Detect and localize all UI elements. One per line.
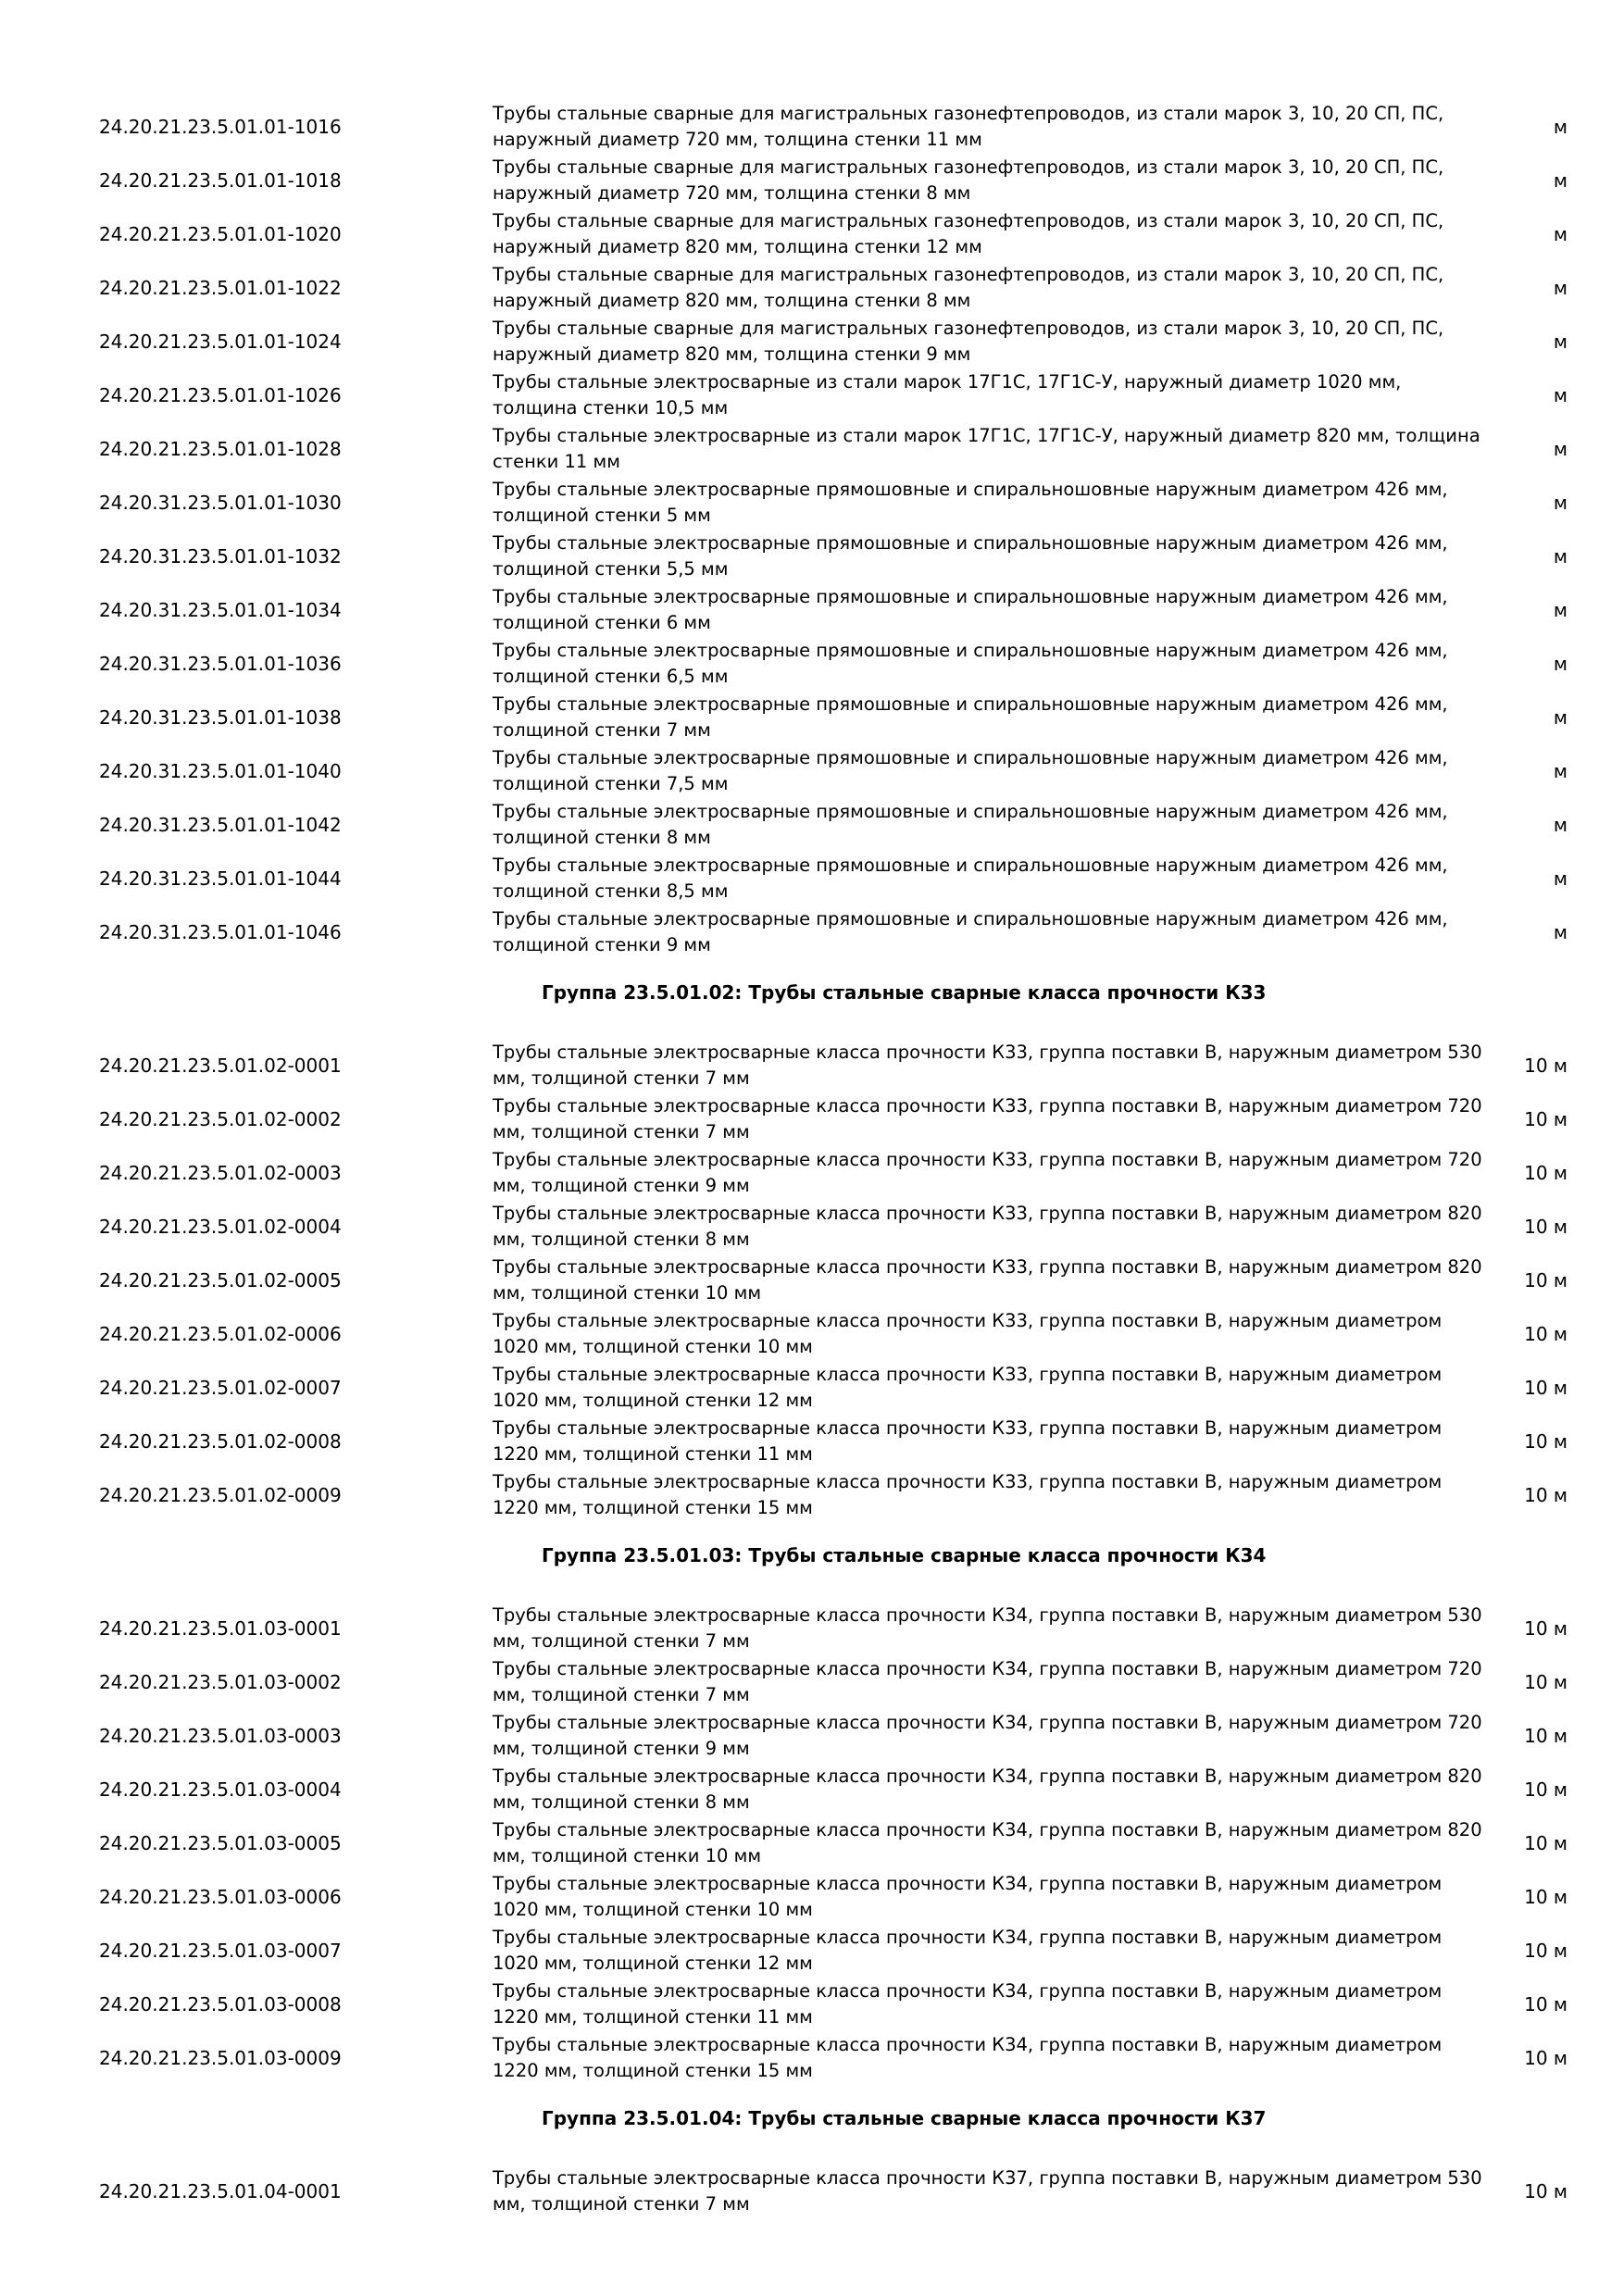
row-unit: м [1553, 867, 1568, 890]
row-unit: м [1553, 277, 1568, 299]
description-line: толщиной стенки 8 мм [493, 827, 711, 848]
row-code: 24.20.21.23.5.01.03-0008 [99, 1993, 342, 2015]
row-description [493, 1763, 1482, 1816]
row-code: 24.20.21.23.5.01.03-0007 [99, 1940, 342, 1962]
row-code: 24.20.21.23.5.01.02-0002 [99, 1108, 342, 1130]
row-unit: м [1553, 438, 1568, 460]
table-row [0, 2031, 1624, 2085]
description-line: толщиной стенки 6 мм [493, 612, 711, 633]
description-line: Трубы стальные электросварные из стали марок 17Г1С, 17Г1С-У, наружный диаметр 1020 мм, [493, 371, 1402, 393]
table-row [0, 1200, 1624, 1254]
row-unit: м [1553, 814, 1568, 836]
description-line: Трубы стальные сварные для магистральных газонефтепроводов, из стали марок 3, 10, 20 СП, ПС, [493, 156, 1444, 178]
row-unit: 10 м [1524, 1323, 1568, 1345]
row-unit: м [1553, 492, 1568, 514]
group-heading: Группа 23.5.01.02: Трубы стальные сварные класса прочности К33 [542, 981, 1267, 1004]
group-heading: Группа 23.5.01.04: Трубы стальные сварные класса прочности К37 [542, 2107, 1267, 2129]
row-description [493, 1978, 1465, 2031]
row-code: 24.20.21.23.5.01.03-0005 [99, 1832, 342, 1854]
description-line: наружный диаметр 720 мм, толщина стенки 11 мм [493, 129, 982, 150]
description-line: 1020 мм, толщиной стенки 12 мм [493, 1953, 813, 1974]
row-code: 24.20.21.23.5.01.03-0006 [99, 1886, 342, 1908]
description-line: Трубы стальные электросварные класса прочности К33, группа поставки В, наружным диаметром 720 [493, 1149, 1482, 1170]
row-unit: 10 м [1524, 1832, 1568, 1854]
row-unit: 10 м [1524, 1993, 1568, 2015]
row-code: 24.20.31.23.5.01.01-1044 [99, 867, 342, 890]
row-code: 24.20.31.23.5.01.01-1030 [99, 492, 342, 514]
row-description [493, 798, 1465, 852]
row-code: 24.20.31.23.5.01.01-1046 [99, 921, 342, 943]
description-line: мм, толщиной стенки 7 мм [493, 1684, 750, 1705]
row-unit: 10 м [1524, 1054, 1568, 1077]
row-description [493, 583, 1465, 637]
table-row [0, 691, 1624, 744]
row-unit: м [1553, 760, 1568, 782]
row-code: 24.20.21.23.5.01.01-1028 [99, 438, 342, 460]
description-line: Трубы стальные электросварные класса прочности К34, группа поставки В, наружным диаметром [493, 1980, 1443, 2002]
description-line: толщиной стенки 6,5 мм [493, 666, 729, 687]
row-code: 24.20.21.23.5.01.02-0006 [99, 1323, 342, 1345]
row-unit: 10 м [1524, 1484, 1568, 1506]
table-row [0, 1146, 1624, 1200]
row-description [493, 1709, 1482, 1763]
description-line: Трубы стальные электросварные прямошовные и спиральношовные наружным диаметром 426 мм, [493, 855, 1448, 876]
table-row [0, 637, 1624, 691]
table-row [0, 100, 1624, 154]
row-unit: м [1553, 921, 1568, 943]
row-description [493, 530, 1465, 583]
row-description [493, 1254, 1482, 1307]
description-line: мм, толщиной стенки 8 мм [493, 1791, 750, 1813]
row-description [493, 476, 1465, 530]
description-line: Трубы стальные электросварные класса прочности К33, группа поставки В, наружным диаметром 820 [493, 1203, 1482, 1224]
row-unit: м [1553, 116, 1568, 138]
description-line: Трубы стальные электросварные прямошовные и спиральношовные наружным диаметром 426 мм, [493, 801, 1448, 822]
row-code: 24.20.21.23.5.01.03-0004 [99, 1778, 342, 1801]
description-line: Трубы стальные сварные для магистральных газонефтепроводов, из стали марок 3, 10, 20 СП, ПС, [493, 103, 1444, 124]
row-code: 24.20.21.23.5.01.02-0005 [99, 1269, 342, 1292]
table-row [0, 261, 1624, 315]
table-row [0, 905, 1624, 959]
description-line: Трубы стальные электросварные прямошовные и спиральношовные наружным диаметром 426 мм, [493, 693, 1448, 715]
description-line: Трубы стальные электросварные класса прочности К34, группа поставки В, наружным диаметром 820 [493, 1819, 1482, 1841]
row-unit: 10 м [1524, 1886, 1568, 1908]
description-line: Трубы стальные электросварные класса прочности К34, группа поставки В, наружным диаметром [493, 1873, 1443, 1894]
description-line: Трубы стальные электросварные класса прочности К34, группа поставки В, наружным диаметром [493, 1927, 1443, 1948]
description-line: стенки 11 мм [493, 451, 620, 472]
description-line: Трубы стальные электросварные класса прочности К37, группа поставки В, наружным диаметром 530 [493, 2167, 1482, 2189]
table-row [0, 1039, 1624, 1092]
row-description [493, 691, 1465, 744]
description-line: наружный диаметр 820 мм, толщина стенки 8 мм [493, 290, 971, 311]
row-code: 24.20.21.23.5.01.03-0002 [99, 1671, 342, 1693]
row-description [493, 154, 1465, 207]
table-row [0, 1655, 1624, 1709]
row-unit: 10 м [1524, 1377, 1568, 1399]
row-description [493, 1415, 1465, 1468]
row-code: 24.20.21.23.5.01.03-0001 [99, 1617, 342, 1640]
table-row [0, 1709, 1624, 1763]
row-unit: 10 м [1524, 1430, 1568, 1453]
row-unit: 10 м [1524, 1162, 1568, 1184]
row-code: 24.20.21.23.5.01.02-0007 [99, 1377, 342, 1399]
row-code: 24.20.21.23.5.01.03-0009 [99, 2047, 342, 2069]
table-row [0, 1415, 1624, 1468]
description-line: толщиной стенки 7 мм [493, 719, 711, 741]
description-line: Трубы стальные электросварные класса прочности К33, группа поставки В, наружным диаметром [493, 1471, 1443, 1492]
description-line: мм, толщиной стенки 9 мм [493, 1175, 750, 1196]
row-code: 24.20.21.23.5.01.01-1016 [99, 116, 342, 138]
table-row [0, 207, 1624, 261]
row-description [493, 852, 1465, 905]
row-code: 24.20.21.23.5.01.02-0009 [99, 1484, 342, 1506]
table-row [0, 1254, 1624, 1307]
description-line: мм, толщиной стенки 7 мм [493, 2193, 750, 2215]
row-description [493, 1468, 1465, 1522]
description-line: 1020 мм, толщиной стенки 10 мм [493, 1899, 813, 1920]
row-description [493, 368, 1465, 422]
table-row [0, 1307, 1624, 1361]
row-description [493, 1602, 1482, 1655]
row-description [493, 1924, 1465, 1978]
table-row [0, 2165, 1624, 2218]
description-line: толщиной стенки 8,5 мм [493, 880, 729, 902]
description-line: Трубы стальные электросварные прямошовные и спиральношовные наружным диаметром 426 мм, [493, 479, 1448, 500]
row-description [493, 422, 1480, 476]
description-line: мм, толщиной стенки 7 мм [493, 1121, 750, 1142]
row-unit: 10 м [1524, 1108, 1568, 1130]
row-unit: м [1553, 545, 1568, 568]
description-line: Трубы стальные сварные для магистральных газонефтепроводов, из стали марок 3, 10, 20 СП, ПС, [493, 210, 1444, 231]
description-line: Трубы стальные электросварные класса прочности К34, группа поставки В, наружным диаметром [493, 2034, 1443, 2055]
row-description [493, 2165, 1482, 2218]
table-row [0, 798, 1624, 852]
row-code: 24.20.21.23.5.01.04-0001 [99, 2180, 342, 2202]
description-line: Трубы стальные электросварные класса прочности К33, группа поставки В, наружным диаметром 530 [493, 1042, 1482, 1063]
row-code: 24.20.21.23.5.01.01-1026 [99, 384, 342, 406]
description-line: мм, толщиной стенки 9 мм [493, 1738, 750, 1759]
row-description [493, 1361, 1465, 1415]
description-line: мм, толщиной стенки 7 мм [493, 1067, 750, 1089]
row-code: 24.20.31.23.5.01.01-1036 [99, 653, 342, 675]
table-row [0, 154, 1624, 207]
table-row [0, 1468, 1624, 1522]
row-description [493, 637, 1465, 691]
row-unit: м [1553, 653, 1568, 675]
description-line: наружный диаметр 820 мм, толщина стенки 9 мм [493, 343, 971, 365]
row-unit: м [1553, 331, 1568, 353]
table-row [0, 422, 1624, 476]
row-code: 24.20.31.23.5.01.01-1038 [99, 706, 342, 729]
row-description [493, 1146, 1482, 1200]
description-line: мм, толщиной стенки 7 мм [493, 1630, 750, 1652]
row-description [493, 1039, 1482, 1092]
row-description [493, 1870, 1465, 1924]
row-description [493, 1655, 1482, 1709]
description-line: мм, толщиной стенки 10 мм [493, 1845, 762, 1866]
description-line: Трубы стальные электросварные из стали марок 17Г1С, 17Г1С-У, наружный диаметр 820 мм, толщина [493, 425, 1480, 446]
table-row [0, 1978, 1624, 2031]
table-row [0, 1763, 1624, 1816]
table-row [0, 1092, 1624, 1146]
description-line: 1220 мм, толщиной стенки 11 мм [493, 2006, 813, 2028]
row-unit: м [1553, 169, 1568, 192]
description-line: Трубы стальные электросварные класса прочности К34, группа поставки В, наружным диаметром 720 [493, 1658, 1482, 1679]
row-description [493, 2031, 1465, 2085]
row-code: 24.20.21.23.5.01.01-1024 [99, 331, 342, 353]
description-line: наружный диаметр 820 мм, толщина стенки 12 мм [493, 236, 982, 257]
description-line: Трубы стальные сварные для магистральных газонефтепроводов, из стали марок 3, 10, 20 СП, ПС, [493, 318, 1444, 339]
row-unit: 10 м [1524, 1725, 1568, 1747]
description-line: Трубы стальные электросварные класса прочности К33, группа поставки В, наружным диаметром [493, 1417, 1443, 1439]
row-unit: м [1553, 706, 1568, 729]
description-line: толщиной стенки 7,5 мм [493, 773, 729, 794]
description-line: Трубы стальные электросварные класса прочности К34, группа поставки В, наружным диаметром 530 [493, 1604, 1482, 1626]
table-row [0, 1816, 1624, 1870]
row-code: 24.20.31.23.5.01.01-1034 [99, 599, 342, 621]
row-unit: 10 м [1524, 1269, 1568, 1292]
row-unit: м [1553, 384, 1568, 406]
row-description [493, 207, 1465, 261]
table-row [0, 744, 1624, 798]
description-line: Трубы стальные электросварные класса прочности К33, группа поставки В, наружным диаметром 720 [493, 1095, 1482, 1117]
description-line: Трубы стальные электросварные класса прочности К33, группа поставки В, наружным диаметром [493, 1364, 1443, 1385]
row-unit: м [1553, 223, 1568, 245]
row-code: 24.20.21.23.5.01.02-0003 [99, 1162, 342, 1184]
description-line: толщина стенки 10,5 мм [493, 397, 729, 418]
table-row [0, 1602, 1624, 1655]
description-line: Трубы стальные электросварные класса прочности К33, группа поставки В, наружным диаметром 820 [493, 1256, 1482, 1278]
row-description [493, 1092, 1482, 1146]
row-unit: 10 м [1524, 1617, 1568, 1640]
table-row [0, 1361, 1624, 1415]
row-code: 24.20.21.23.5.01.01-1020 [99, 223, 342, 245]
row-unit: 10 м [1524, 2180, 1568, 2202]
row-unit: 10 м [1524, 2047, 1568, 2069]
row-code: 24.20.21.23.5.01.02-0008 [99, 1430, 342, 1453]
row-description [493, 1816, 1482, 1870]
row-unit: м [1553, 599, 1568, 621]
row-description [493, 100, 1465, 154]
description-line: Трубы стальные сварные для магистральных газонефтепроводов, из стали марок 3, 10, 20 СП, ПС, [493, 264, 1444, 285]
row-code: 24.20.21.23.5.01.01-1018 [99, 169, 342, 192]
row-description [493, 315, 1465, 368]
description-line: Трубы стальные электросварные прямошовные и спиральношовные наружным диаметром 426 мм, [493, 908, 1448, 930]
description-line: Трубы стальные электросварные прямошовные и спиральношовные наружным диаметром 426 мм, [493, 586, 1448, 607]
description-line: 1020 мм, толщиной стенки 10 мм [493, 1336, 813, 1357]
description-line: Трубы стальные электросварные прямошовные и спиральношовные наружным диаметром 426 мм, [493, 640, 1448, 661]
table-row [0, 530, 1624, 583]
table-row [0, 1870, 1624, 1924]
row-code: 24.20.21.23.5.01.02-0004 [99, 1216, 342, 1238]
group-heading: Группа 23.5.01.03: Трубы стальные сварные класса прочности К34 [542, 1544, 1267, 1566]
row-description [493, 261, 1465, 315]
description-line: наружный диаметр 720 мм, толщина стенки 8 мм [493, 182, 971, 204]
table-row [0, 583, 1624, 637]
row-unit: 10 м [1524, 1940, 1568, 1962]
description-line: мм, толщиной стенки 10 мм [493, 1282, 762, 1304]
row-code: 24.20.31.23.5.01.01-1040 [99, 760, 342, 782]
description-line: толщиной стенки 9 мм [493, 934, 711, 955]
table-row [0, 1924, 1624, 1978]
row-code: 24.20.31.23.5.01.01-1032 [99, 545, 342, 568]
row-description [493, 1200, 1482, 1254]
row-unit: 10 м [1524, 1778, 1568, 1801]
row-code: 24.20.21.23.5.01.01-1022 [99, 277, 342, 299]
table-row [0, 315, 1624, 368]
description-line: 1220 мм, толщиной стенки 11 мм [493, 1443, 813, 1465]
description-line: мм, толщиной стенки 8 мм [493, 1229, 750, 1250]
table-row [0, 476, 1624, 530]
description-line: Трубы стальные электросварные класса прочности К34, группа поставки В, наружным диаметром 820 [493, 1766, 1482, 1787]
table-row [0, 368, 1624, 422]
row-code: 24.20.31.23.5.01.01-1042 [99, 814, 342, 836]
description-line: Трубы стальные электросварные прямошовные и спиральношовные наружным диаметром 426 мм, [493, 747, 1448, 768]
row-unit: 10 м [1524, 1216, 1568, 1238]
row-description [493, 744, 1465, 798]
description-line: толщиной стенки 5 мм [493, 505, 711, 526]
description-line: Трубы стальные электросварные класса прочности К33, группа поставки В, наружным диаметром [493, 1310, 1443, 1331]
description-line: Трубы стальные электросварные прямошовные и спиральношовные наружным диаметром 426 мм, [493, 532, 1448, 554]
row-code: 24.20.21.23.5.01.03-0003 [99, 1725, 342, 1747]
description-line: 1020 мм, толщиной стенки 12 мм [493, 1390, 813, 1411]
row-description [493, 1307, 1465, 1361]
description-line: Трубы стальные электросварные класса прочности К34, группа поставки В, наружным диаметром 720 [493, 1712, 1482, 1733]
description-line: толщиной стенки 5,5 мм [493, 558, 729, 580]
row-unit: 10 м [1524, 1671, 1568, 1693]
description-line: 1220 мм, толщиной стенки 15 мм [493, 2060, 813, 2081]
description-line: 1220 мм, толщиной стенки 15 мм [493, 1497, 813, 1518]
table-row [0, 852, 1624, 905]
row-code: 24.20.21.23.5.01.02-0001 [99, 1054, 342, 1077]
row-description [493, 905, 1465, 959]
